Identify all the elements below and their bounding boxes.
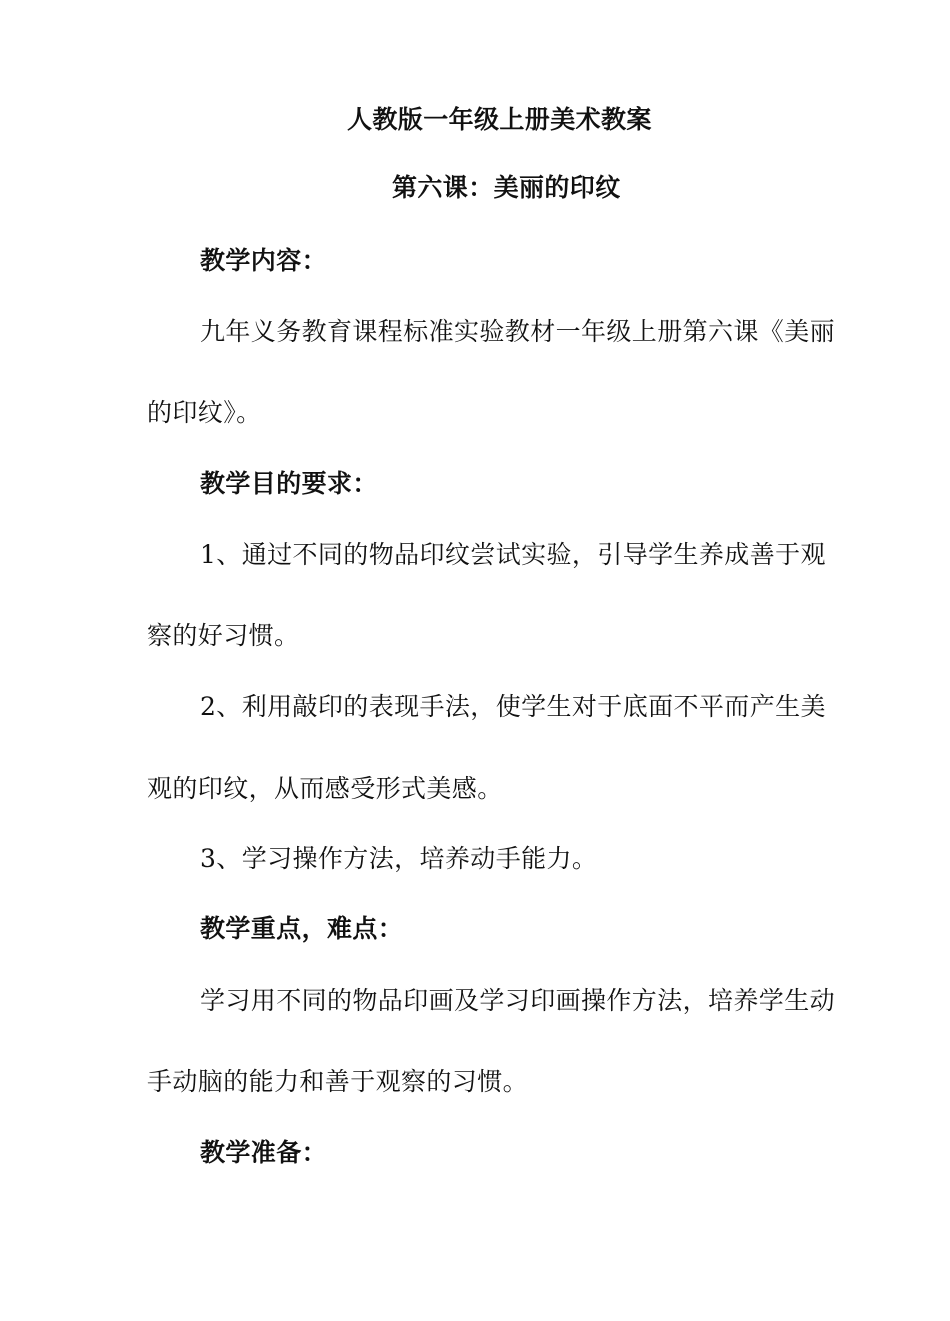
objective-item-line: 察的好习惯。 [147,621,300,650]
objective-item-line: 3、学习操作方法，培养动手能力。 [200,844,598,873]
keypoints-heading: 教学重点，难点： [200,914,404,943]
content-heading: 教学内容： [200,246,328,275]
objective-item-line: 观的印纹，从而感受形式美感。 [147,774,503,803]
document-title: 人教版一年级上册美术教案 [347,105,652,134]
lesson-title: 第六课：美丽的印纹 [392,173,621,202]
objective-item-line: 1、通过不同的物品印纹尝试实验，引导学生养成善于观 [200,540,826,569]
content-paragraph-line: 九年义务教育课程标准实验教材一年级上册第六课《美丽 [200,317,836,346]
keypoints-paragraph-line: 学习用不同的物品印画及学习印画操作方法，培养学生动 [200,986,836,1015]
content-paragraph-line: 的印纹》。 [147,398,262,427]
keypoints-paragraph-line: 手动脑的能力和善于观察的习惯。 [147,1067,529,1096]
objectives-heading: 教学目的要求： [200,469,378,498]
preparation-heading: 教学准备： [200,1138,328,1167]
objective-item-line: 2、利用敲印的表现手法，使学生对于底面不平而产生美 [200,692,826,721]
